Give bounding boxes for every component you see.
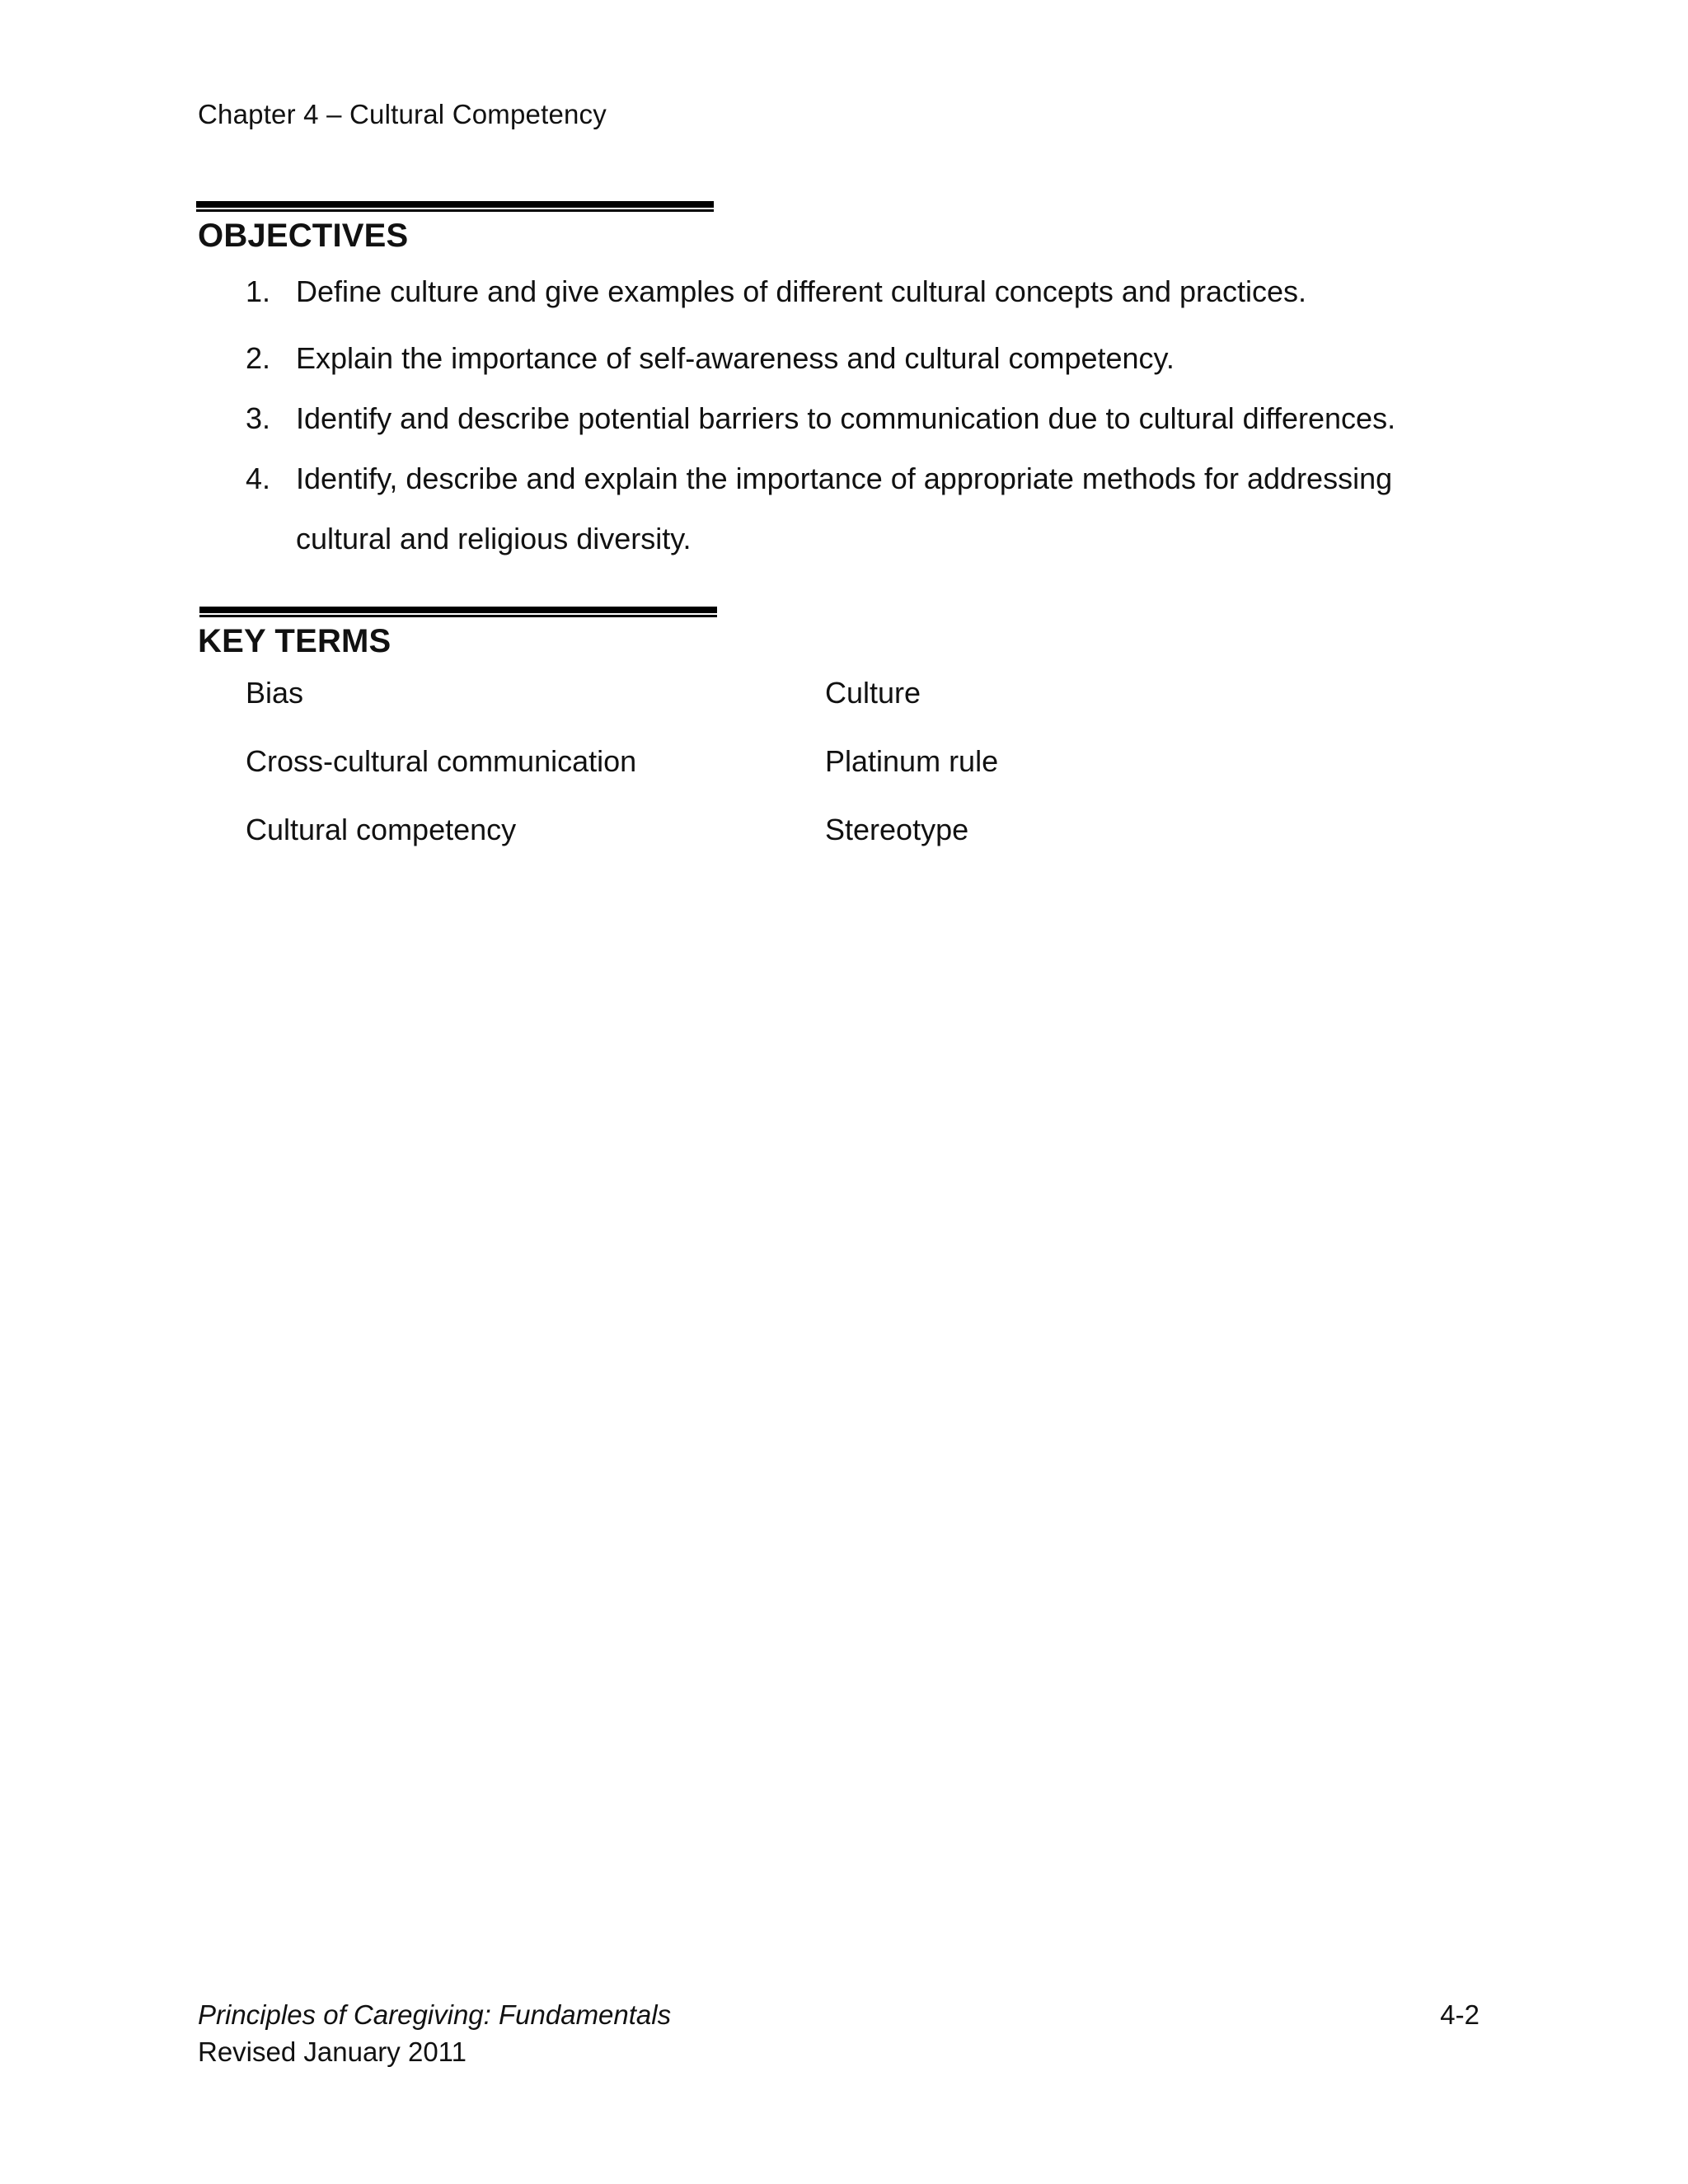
key-term: Culture [825, 676, 921, 710]
objective-number: 1. [246, 274, 271, 308]
objective-text: Explain the importance of self-awareness and cultural competency. [296, 341, 1175, 375]
divider-thick-line [196, 201, 714, 208]
objective-text: Identify and describe potential barriers to communication due to cultural differences. [296, 401, 1396, 435]
divider-thin-line [196, 209, 714, 212]
objective-number: 4. [246, 462, 271, 495]
key-term: Bias [246, 676, 304, 710]
key-term: Platinum rule [825, 744, 999, 778]
objectives-divider [196, 201, 714, 213]
key-term: Stereotype [825, 813, 969, 846]
objective-text: Define culture and give examples of different cultural concepts and practices. [296, 274, 1307, 308]
key-terms-heading: KEY TERMS [198, 623, 392, 659]
key-term: Cross-cultural communication [246, 744, 637, 778]
footer-book-title: Principles of Caregiving: Fundamentals [198, 1999, 672, 2030]
divider-thin-line [199, 615, 717, 617]
objective-number: 2. [246, 341, 271, 375]
key-term: Cultural competency [246, 813, 517, 846]
objective-text-line: cultural and religious diversity. [296, 522, 692, 555]
running-header: Chapter 4 – Cultural Competency [198, 99, 607, 129]
key-terms-divider [199, 607, 717, 618]
page-number: 4-2 [1440, 1999, 1479, 2030]
footer-revised-date: Revised January 2011 [198, 2036, 467, 2067]
objectives-heading: OBJECTIVES [198, 218, 409, 254]
divider-thick-line [199, 607, 717, 613]
objective-text [296, 448, 1392, 569]
objective-number: 3. [246, 401, 271, 435]
objective-text-line: Identify, describe and explain the importance of appropriate methods for addressing [296, 462, 1393, 495]
